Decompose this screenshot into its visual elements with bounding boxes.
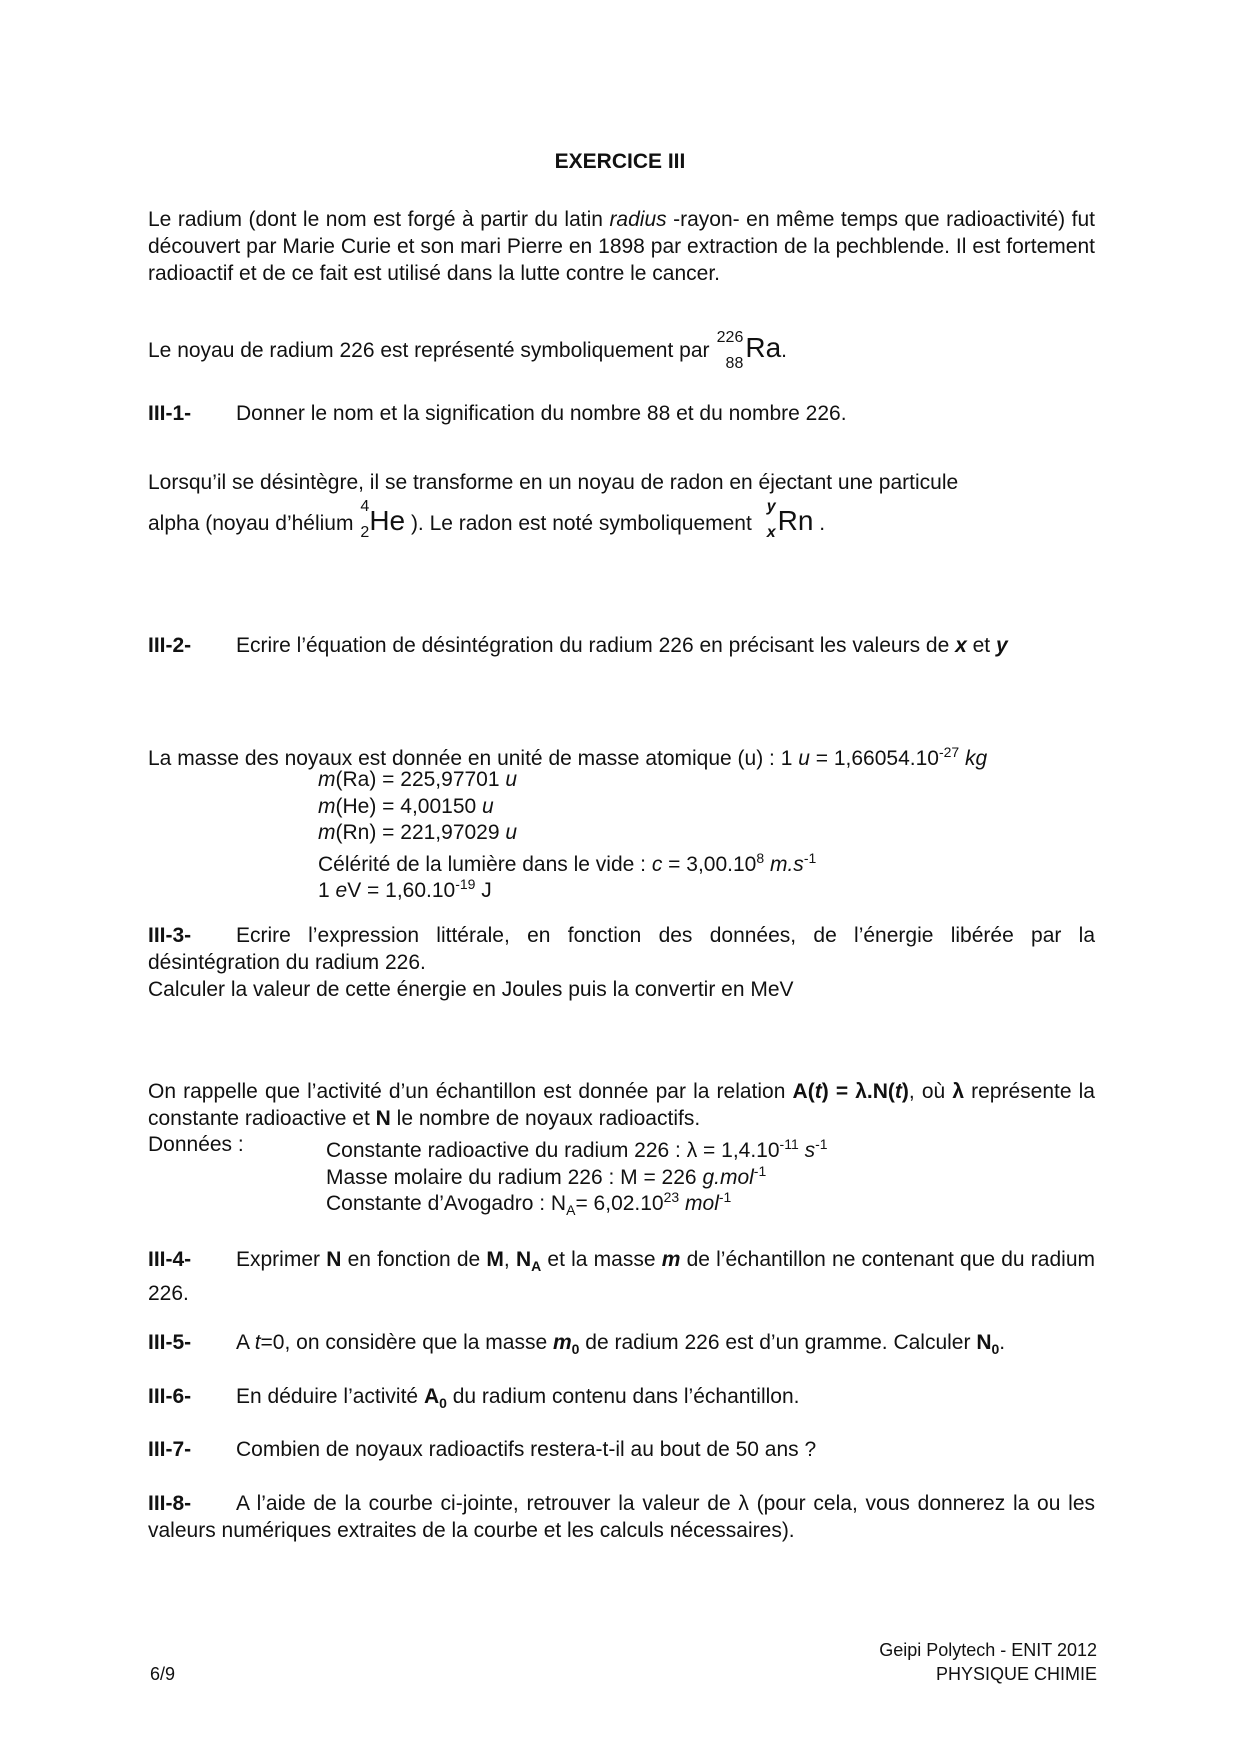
question-III-7: III-7- Combien de noyaux radioactifs restera-t-il au bout de 50 ans ? [148,1438,817,1461]
question-III-1: III-1- Donner le nom et la signification du nombre 88 et du nombre 226. [148,402,847,425]
page-number: 6/9 [150,1664,176,1684]
decay-line-2: alpha (noyau d’hélium 4 2 He ). Le radon est noté symboliquement y x Rn . [148,498,826,541]
question-III-5: III-5- A t=0, on considère que la masse $m_0$ de radium 226 est d’un gramme. Calculer $N_0$. [148,1331,1006,1358]
question-III-8: III-8- A l’aide de la courbe ci-jointe, retrouver la valeur de λ (pour cela, vous donnerez la ou les valeurs numériques extraites de la courbe et les calculs nécessaires). [148,1492,1095,1542]
electron-volt: 1 eV = $1,60.10^{-19}$ J [318,876,492,902]
decay-line-1: Lorsqu’il se désintègre, il se transforme en un noyau de radon en éjectant une particule [148,471,959,494]
avogadro: Constante d’Avogadro : $N_A= 6,02.10^{23}$ mol$^{-1}$ [326,1189,732,1219]
question-III-3: III-3- Ecrire l’expression littérale, en fonction des données, de l’énergie libérée par la désintégration du radium 226. Calculer la valeur de cette énergie en Joules puis la convertir en MeV [148,924,1095,1001]
mass-rn: m(Rn) = 221,97029 u [318,821,518,844]
footer-subject: PHYSIQUE CHIMIE [935,1664,1097,1684]
question-III-4: III-4- Exprimer N en fonction de M, $N_A$ et la masse m de l’échantillon ne contenant que du radium 226. [148,1248,1095,1306]
decay-constant: Constante radioactive du radium 226 : $\lambda = 1,4.10^{-11}$ $s^{-1}$ [326,1136,828,1162]
mass-he: m(He) = 4,00150 u [318,795,494,818]
light-speed: Célérité de la lumière dans le vide : $c = 3,00.10^8$ $m.s^{-1}$ [318,850,817,876]
activity-paragraph: On rappelle que l’activité d’un échantillon est donnée par la relation A(t) = λ.N(t), où λ représente la constante radioactive et N le nombre de noyaux radioactifs. [148,1080,1095,1130]
mass-intro: La masse des noyaux est donnée en unité de masse atomique (u) : 1 $u = 1,66054.10^{-27}$ kg [148,744,988,770]
question-III-6: III-6- En déduire l’activité $A_0$ du radium contenu dans l’échantillon. [148,1385,800,1412]
intro-paragraph: Le radium (dont le nom est forgé à partir du latin radius -rayon- en même temps que radioactivité) fut découvert par Marie Curie et son mari Pierre en 1898 par extraction de la pechblende. Il est fortement radioactif et de ce fait est utilisé dans la lutte contre le cancer. [148,208,1096,285]
mass-ra: m(Ra) = 225,97701 u [318,768,518,791]
exercise-title: EXERCICE III [554,150,686,173]
molar-mass: Masse molaire du radium 226 : M = 226 g.mol$^{-1}$ [326,1163,767,1189]
question-III-2: III-2- Ecrire l’équation de désintégration du radium 226 en précisant les valeurs de x et y [148,634,1008,657]
donnees-label: Données : [148,1133,244,1156]
helium-nuclide: 4 2 He [360,498,406,541]
radon-nuclide: y x Rn [766,498,814,541]
footer-institution: Geipi Polytech - ENIT 2012 [879,1640,1097,1660]
radium-nuclide: 226 88 Ra [716,329,782,372]
nucleus-line: Le noyau de radium 226 est représenté symboliquement par 226 88 Ra. [148,329,787,372]
